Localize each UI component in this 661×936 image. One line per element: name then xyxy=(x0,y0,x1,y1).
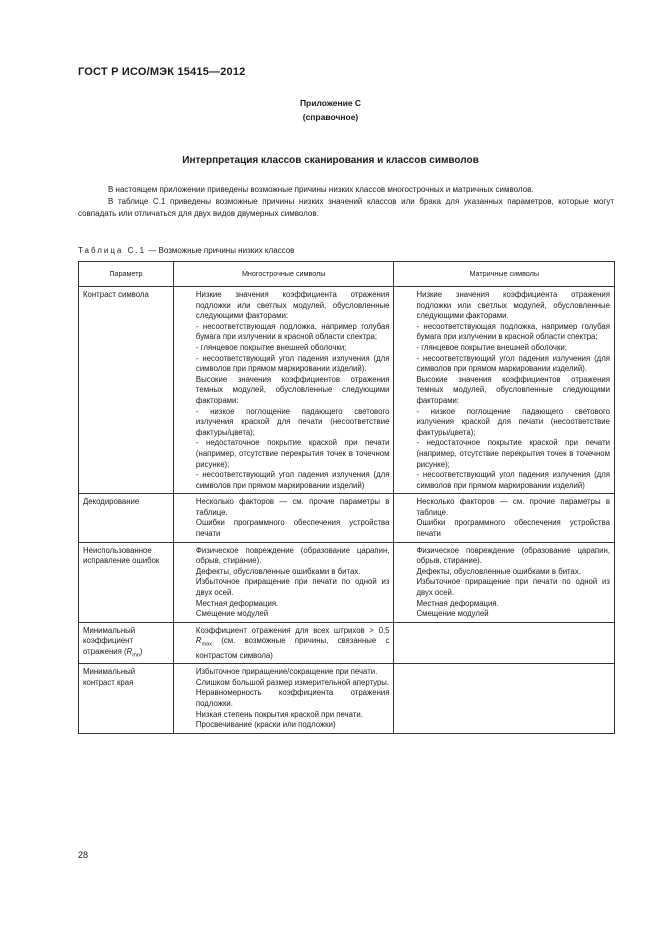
cell-line: Смещение модулей xyxy=(416,609,489,619)
cell-line: Смещение модулей xyxy=(195,609,269,619)
cell-line: - низкое поглощение падающего светового излучения краской для печати (несоответствие фактуры/цвета); xyxy=(195,406,390,437)
cell-line: Низкие значения коэффициента отражения подложки или светлых модулей, обусловленные следующими факторами. xyxy=(416,290,610,321)
cell-line: Физическое повреждение (образование царапин, обрыв, стирание). xyxy=(416,545,610,566)
cell-line: - недостаточное покрытие краской при печати (например, отсутствие перекрытия точек в точечном рисунке); xyxy=(195,438,390,469)
cell-line: - глянцевое покрытие внешней оболочки; xyxy=(195,342,347,352)
header-multirow: Многострочные символы xyxy=(173,262,394,287)
matrix-cell xyxy=(394,287,615,494)
param-cell xyxy=(79,287,174,494)
multirow-cell xyxy=(173,542,394,622)
table-caption xyxy=(78,246,294,255)
cell-line: - несоответствующий угол падения излучения (для символов при прямом маркировании изделий) xyxy=(416,470,610,490)
cell-line: Местная деформация. xyxy=(416,598,499,608)
param-cell xyxy=(79,622,174,663)
cell-line: Неравномерность коэффициента отражения подложки. xyxy=(195,688,390,708)
param-unused-error-correction: Неиспользованное исправление ошибок xyxy=(83,545,160,566)
cell-line: Дефекты, обусловленные ошибками в битах. xyxy=(416,566,581,576)
intro-paragraph-2: В таблице С.1 приведены возможные причины низких значений классов или брака для указанных параметров, которые могут совпадать или отличаться для двух видов двумерных символов. xyxy=(78,197,614,218)
header-parameter: Параметр xyxy=(79,262,174,287)
causes-table xyxy=(78,261,615,734)
matrix-cell xyxy=(394,494,615,542)
cell-line: - несоответствующая подложка, например голубая бумага при излучении в красной области спектра; xyxy=(195,321,390,342)
param-cell xyxy=(79,494,174,542)
cell-line: Физическое повреждение (образование царапин, обрыв, стирание). xyxy=(195,545,390,566)
table-row xyxy=(79,494,615,542)
param-cell xyxy=(79,664,174,734)
document-code-header: ГОСТ Р ИСО/МЭК 15415—2012 xyxy=(78,66,246,78)
cell-line: - несоответствующий угол падения излучения (для символов при прямом маркировании изделий) xyxy=(195,470,390,490)
param-min-edge-contrast: Минимальный контраст края xyxy=(83,667,136,687)
cell-line: Несколько факторов — см. прочие параметры в таблице. xyxy=(416,497,610,517)
cell-line: Ошибки программного обеспечения устройства печати xyxy=(416,518,610,539)
cell-line: - недостаточное покрытие краской при печати (например, отсутствие перекрытия точек в точечном рисунке); xyxy=(416,438,610,469)
cell-line: Высокие значения коэффициентов отражения темных модулей, обусловленные следующими факторами: xyxy=(416,374,610,405)
table-row xyxy=(79,287,615,494)
multirow-cell xyxy=(173,287,394,494)
cell-line: Низкая степень покрытия краской при печати. xyxy=(195,709,363,719)
cell-line: - несоответствующий угол падения излучения (для символов при прямом маркировании изделий). xyxy=(195,353,390,374)
matrix-cell xyxy=(394,664,615,734)
table-caption-label: Таблица С.1 xyxy=(78,246,147,255)
appendix-subtitle: (справочное) xyxy=(302,112,359,122)
cell-line: Ошибки программного обеспечения устройства печати xyxy=(195,518,390,539)
appendix-title: Приложение С xyxy=(299,98,362,108)
cell-line: Дефекты, обусловленные ошибками в битах. xyxy=(195,566,361,576)
table-caption-text: — Возможные причины низких классов xyxy=(146,246,295,255)
cell-line: - глянцевое покрытие внешней оболочки; xyxy=(416,342,567,352)
table-row xyxy=(79,622,615,663)
param-cell xyxy=(79,542,174,622)
cell-line: Коэффициент отражения для всех штрихов > 0,5 $R_{max}$ (см. возможные причины, связанные с контрастом символа) xyxy=(195,625,390,660)
cell-line: Несколько факторов — см. прочие параметры в таблице. xyxy=(195,497,390,517)
cell-line: - несоответствующая подложка, например голубая бумага при излучении в красной области спектра; xyxy=(416,321,610,342)
intro-paragraph-1: В настоящем приложении приведены возможные причины низких классов многострочных и матричных символов. xyxy=(108,185,534,194)
cell-line: Избыточное приращение при печати по одной из двух осей. xyxy=(416,577,610,598)
intro-text xyxy=(78,184,614,220)
multirow-cell xyxy=(173,664,394,734)
matrix-cell xyxy=(394,542,615,622)
multirow-cell xyxy=(173,494,394,542)
table-row xyxy=(79,664,615,734)
cell-line: Низкие значения коэффициента отражения подложки или светлых модулей, обусловленные следующими факторами: xyxy=(195,290,390,321)
header-matrix: Матричные символы xyxy=(394,262,615,287)
matrix-cell xyxy=(394,622,615,663)
table-header-row xyxy=(79,262,615,287)
cell-line: Местная деформация. xyxy=(195,598,279,608)
cell-line: Слишком большой размер измерительной апертуры. xyxy=(195,677,390,687)
param-min-reflectance: Минимальный коэффициент отражения $(R_{mn})$ xyxy=(83,625,143,659)
table-row xyxy=(79,542,615,622)
cell-line: Избыточное приращение/сокращение при печати. xyxy=(195,667,378,677)
cell-line: - несоответствующий угол падения излучения (для символов при прямом маркировании изделий). xyxy=(416,353,610,374)
cell-line: Высокие значения коэффициентов отражения темных модулей, обусловленные следующими факторами: xyxy=(195,374,390,405)
cell-line: Избыточное приращение при печати по одной из двух осей. xyxy=(195,577,390,598)
cell-line: Просвечивание (краски или подложки) xyxy=(195,720,336,730)
param-symbol-contrast: Контраст символа xyxy=(83,290,149,299)
appendix-heading xyxy=(0,96,661,124)
section-title: Интерпретация классов сканирования и классов символов xyxy=(182,155,479,166)
multirow-cell xyxy=(173,622,394,663)
param-decoding: Декодирование xyxy=(83,497,140,507)
cell-line: - низкое поглощение падающего светового излучения краской для печати (несоответствие фактуры/цвета); xyxy=(416,406,610,437)
page-number: 28 xyxy=(78,850,89,860)
